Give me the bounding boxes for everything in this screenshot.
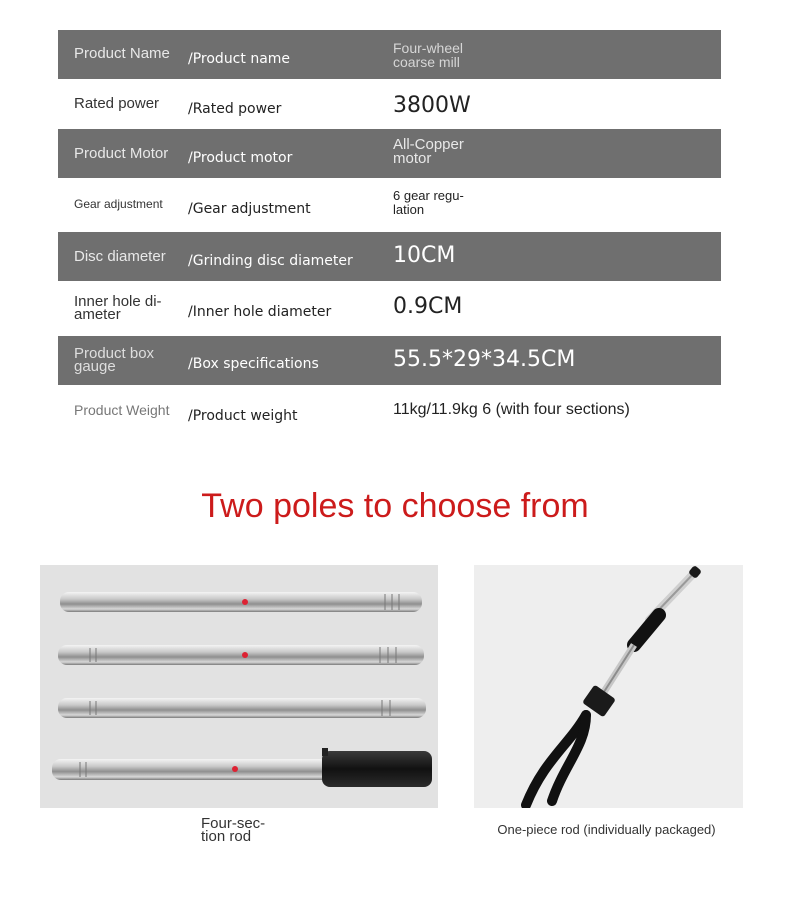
spec-row-box-gauge bbox=[58, 336, 721, 385]
spec-label: Inner hole di-ameter bbox=[74, 293, 162, 323]
spec-value: 6 gear regu-lation bbox=[393, 188, 464, 217]
spec-value: 10CM bbox=[393, 243, 456, 268]
spec-label: Product box gauge bbox=[74, 345, 155, 375]
four-section-rod-caption: Four-sec-tion rod bbox=[201, 815, 266, 845]
spec-sublabel: /Product weight bbox=[188, 408, 298, 424]
spec-label: Gear adjustment bbox=[74, 197, 163, 211]
spec-value: Four-wheel coarse mill bbox=[393, 40, 464, 70]
spec-row-product-motor bbox=[58, 129, 721, 178]
spec-label: Disc diameter bbox=[74, 248, 166, 265]
spec-sublabel: /Product name bbox=[188, 51, 291, 67]
spec-value: 0.9CM bbox=[393, 294, 463, 319]
spec-sublabel: /Inner hole diameter bbox=[188, 304, 332, 320]
spec-row-disc-diameter bbox=[58, 232, 721, 281]
spec-label: Product Motor bbox=[74, 145, 169, 162]
spec-sublabel: /Gear adjustment bbox=[188, 201, 311, 217]
spec-sublabel: /Rated power bbox=[188, 101, 282, 117]
spec-label: Product Weight bbox=[74, 402, 170, 418]
spec-value: All-Copper motor bbox=[393, 136, 464, 167]
spec-row-inner-hole-diameter bbox=[58, 281, 721, 336]
four-section-rod-illustration bbox=[40, 565, 438, 808]
four-section-rod-photo bbox=[40, 565, 438, 808]
spec-row-product-weight bbox=[58, 385, 721, 435]
one-piece-rod-photo bbox=[474, 565, 743, 808]
spec-value: 11kg/11.9kg 6 (with four sections) bbox=[393, 401, 630, 418]
spec-label: Product Name bbox=[74, 45, 170, 62]
spec-sublabel: /Grinding disc diameter bbox=[188, 253, 353, 269]
spec-value: 3800W bbox=[393, 93, 471, 118]
spec-value: 55.5*29*34.5CM bbox=[393, 347, 576, 372]
headline: Two poles to choose from bbox=[201, 487, 589, 525]
spec-table bbox=[58, 30, 721, 435]
spec-sublabel: /Box specifications bbox=[188, 356, 319, 372]
one-piece-rod-illustration bbox=[474, 565, 743, 808]
spec-row-product-name bbox=[58, 30, 721, 79]
spec-sublabel: /Product motor bbox=[188, 150, 293, 166]
spec-row-rated-power bbox=[58, 79, 721, 129]
one-piece-rod-caption: One-piece rod (individually packaged) bbox=[497, 822, 716, 837]
spec-label: Rated power bbox=[74, 95, 160, 112]
spec-row-gear-adjustment bbox=[58, 178, 721, 232]
